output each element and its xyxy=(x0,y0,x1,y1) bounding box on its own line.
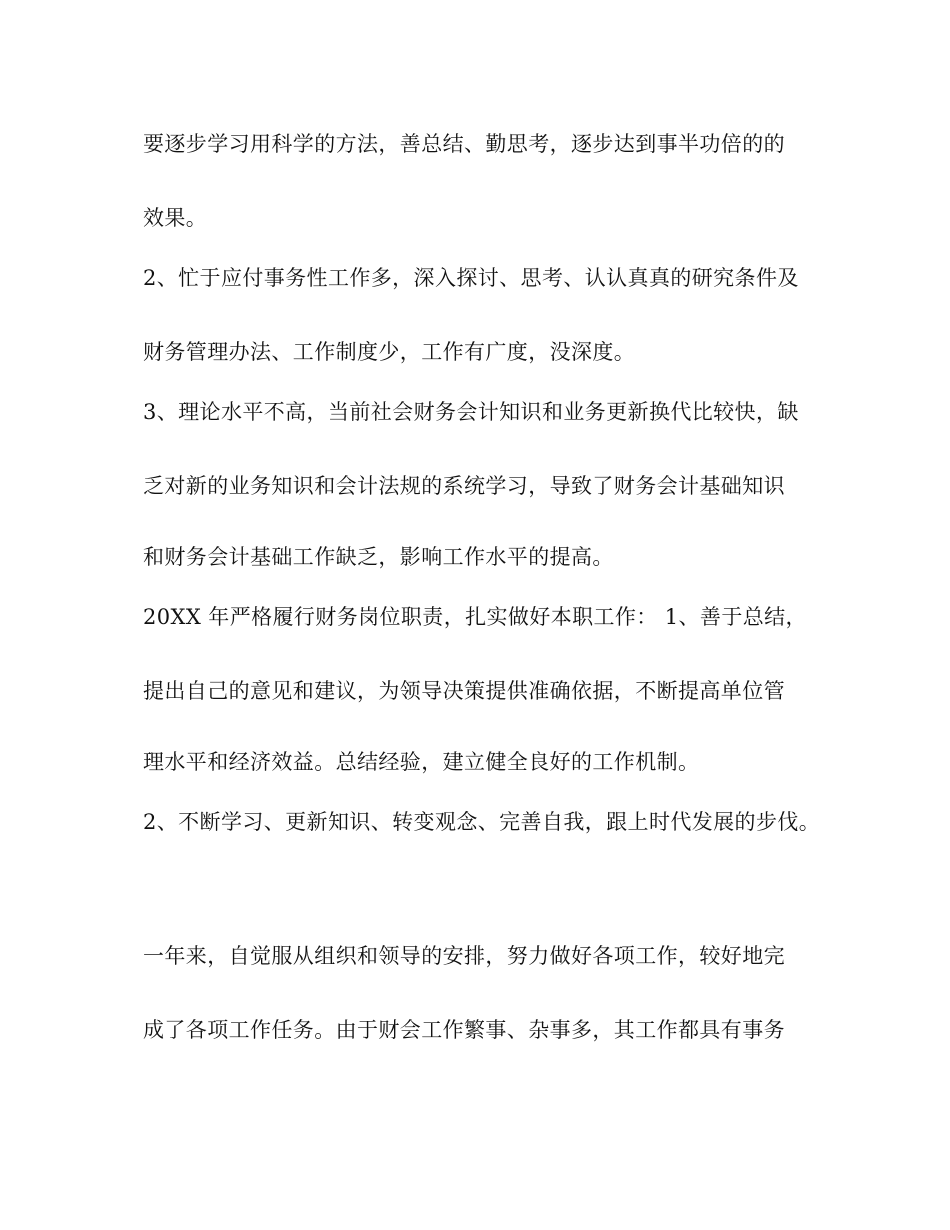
text-line: 提出自己的意见和建议，为领导决策提供准确依据，不断提高单位管 xyxy=(143,679,785,703)
text-line: 3、理论水平不高，当前社会财务会计知识和业务更新换代比较快，缺 xyxy=(143,400,799,424)
text-line: 效果。 xyxy=(143,206,208,230)
text-line: 财务管理办法、工作制度少，工作有广度，没深度。 xyxy=(143,340,636,364)
text-line: 要逐步学习用科学的方法，善总结、勤思考，逐步达到事半功倍的的 xyxy=(143,132,785,156)
text-line: 乏对新的业务知识和会计法规的系统学习，导致了财务会计基础知识 xyxy=(143,474,785,498)
text-line: 和财务会计基础工作缺乏，影响工作水平的提高。 xyxy=(143,545,614,569)
text-line: 2、不断学习、更新知识、转变观念、完善自我，跟上时代发展的步伐。 xyxy=(143,810,821,834)
text-line: 成了各项工作任务。由于财会工作繁事、杂事多，其工作都具有事务 xyxy=(143,1018,785,1042)
text-line: 一年来，自觉服从组织和领导的安排，努力做好各项工作，较好地完 xyxy=(143,944,785,968)
text-line: 理水平和经济效益。总结经验，建立健全良好的工作机制。 xyxy=(143,750,700,774)
text-line: 2、忙于应付事务性工作多，深入探讨、思考、认认真真的研究条件及 xyxy=(143,266,799,290)
text-line: 20XX 年严格履行财务岗位职责，扎实做好本职工作： 1、善于总结， xyxy=(143,605,807,629)
